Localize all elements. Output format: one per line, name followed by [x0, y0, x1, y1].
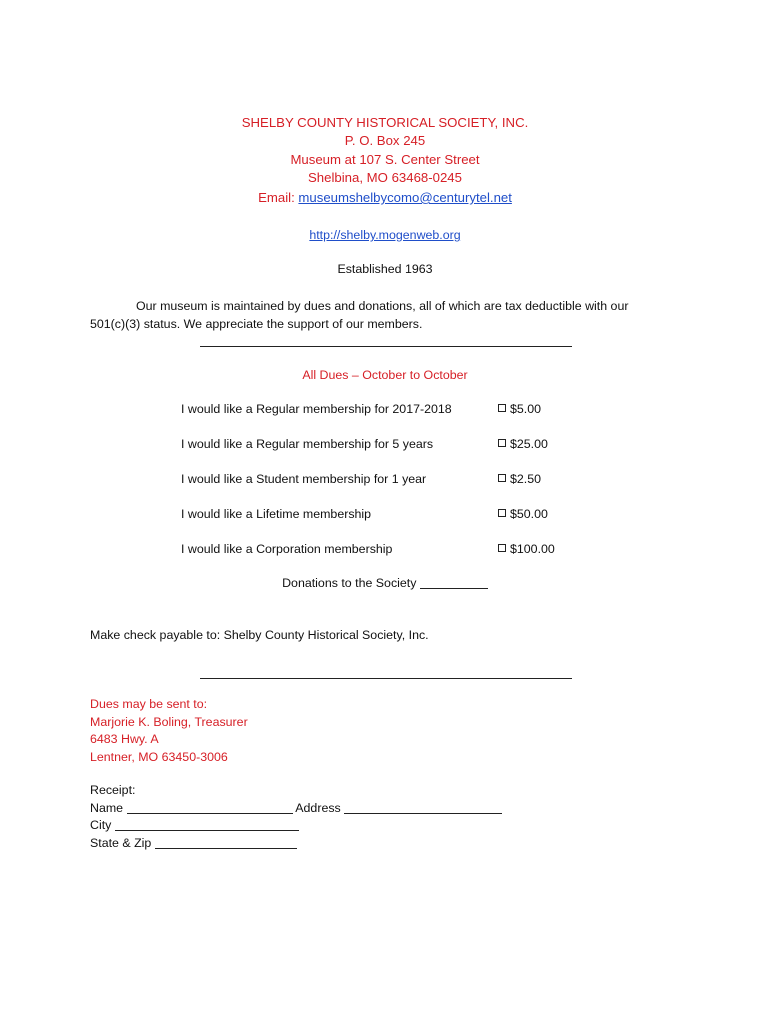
state-zip-label: State & Zip — [90, 835, 152, 850]
treasurer-street: 6483 Hwy. A — [90, 732, 159, 746]
dues-option-checkbox[interactable] — [498, 540, 555, 558]
divider-top — [200, 346, 572, 347]
address-label: Address — [295, 800, 341, 815]
dues-option-checkbox[interactable] — [498, 470, 541, 488]
dues-option-checkbox[interactable] — [498, 435, 548, 453]
donations-field[interactable] — [420, 576, 488, 589]
email-line — [0, 189, 770, 207]
dues-price: $2.50 — [510, 472, 542, 486]
receipt-state-zip-row — [90, 835, 502, 853]
name-field[interactable] — [127, 801, 293, 814]
receipt-block — [90, 782, 502, 852]
check-payable-text: Make check payable to: Shelby County Historical Society, Inc. — [90, 628, 429, 642]
intro-line-1: Our museum is maintained by dues and donations, all of which are tax deductible with our — [136, 299, 629, 313]
city-state-zip: Shelbina, MO 63468-0245 — [308, 170, 462, 185]
donations-line — [0, 574, 770, 592]
checkbox-icon[interactable] — [498, 509, 506, 517]
city-label: City — [90, 818, 112, 832]
dues-option-checkbox[interactable] — [498, 400, 541, 418]
checkbox-icon[interactable] — [498, 404, 506, 412]
dues-label: I would like a Student membership for 1 year — [181, 472, 427, 486]
checkbox-icon[interactable] — [498, 439, 506, 447]
name-label: Name — [90, 800, 124, 815]
dues-label: I would like a Regular membership for 2017-2018 — [181, 402, 452, 416]
website-line — [0, 226, 770, 244]
treasurer-city-state-zip: Lentner, MO 63450-3006 — [90, 749, 228, 764]
po-box: P. O. Box 245 — [344, 133, 426, 148]
state-zip-field[interactable] — [155, 836, 297, 849]
city-field[interactable] — [115, 818, 299, 831]
dues-label: I would like a Corporation membership — [181, 542, 393, 556]
email-link[interactable]: museumshelbycomo@centurytel.net — [298, 190, 512, 205]
mailing-address-block — [90, 696, 248, 766]
divider-bottom — [200, 678, 572, 679]
dues-label: I would like a Lifetime membership — [181, 507, 372, 521]
receipt-name-row — [90, 800, 502, 818]
dues-price: $5.00 — [510, 402, 542, 416]
website-link[interactable]: http://shelby.mogenweb.org — [309, 228, 461, 242]
receipt-city-row — [90, 817, 502, 835]
address-field[interactable] — [344, 801, 502, 814]
intro-line-2: 501(c)(3) status. We appreciate the support of our members. — [90, 317, 423, 331]
dues-label: I would like a Regular membership for 5 years — [181, 437, 434, 451]
treasurer-name: Marjorie K. Boling, Treasurer — [90, 714, 248, 729]
dues-heading: All Dues – October to October — [302, 368, 468, 382]
org-name: SHELBY COUNTY HISTORICAL SOCIETY, INC. — [241, 115, 529, 130]
checkbox-icon[interactable] — [498, 474, 506, 482]
email-label: Email: — [258, 190, 299, 205]
intro-paragraph — [90, 297, 670, 333]
donations-label: Donations to the Society — [282, 576, 417, 590]
museum-address: Museum at 107 S. Center Street — [290, 152, 480, 167]
dues-option-checkbox[interactable] — [498, 505, 548, 523]
checkbox-icon[interactable] — [498, 544, 506, 552]
receipt-heading: Receipt: — [90, 783, 136, 797]
dues-price: $25.00 — [510, 437, 548, 451]
dues-price: $50.00 — [510, 507, 548, 521]
established-text: Established 1963 — [337, 262, 433, 276]
dues-price: $100.00 — [510, 542, 555, 556]
mailing-heading: Dues may be sent to: — [90, 697, 208, 711]
